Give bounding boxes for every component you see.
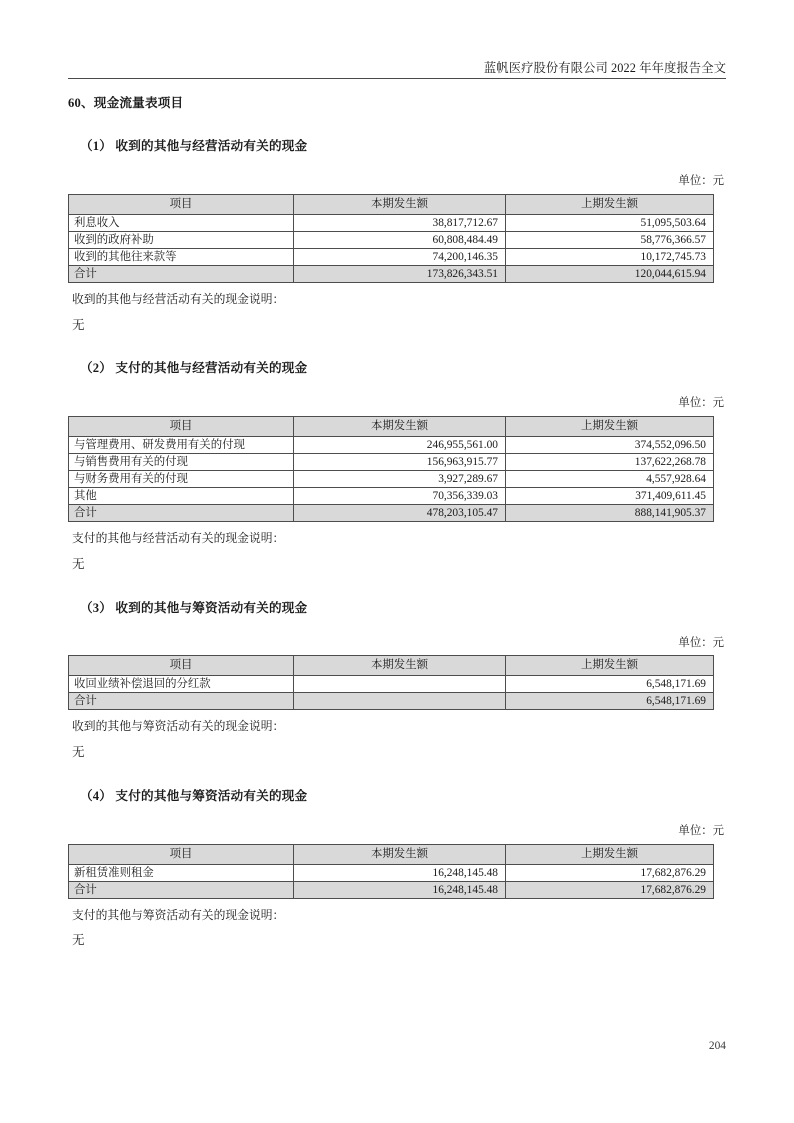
table-header-row — [69, 844, 714, 864]
cell-previous: 10,172,745.73 — [506, 248, 714, 265]
unit-label-3: 单位：元 — [678, 636, 724, 649]
column-header-previous: 上期发生额 — [506, 844, 714, 864]
column-header-current: 本期发生额 — [294, 194, 506, 214]
table-row — [69, 488, 714, 505]
table-row — [69, 454, 714, 471]
note-label-2: 支付的其他与经营活动有关的现金说明： — [72, 531, 285, 546]
cash-flow-table-1 — [68, 194, 714, 283]
cell-item: 其他 — [69, 488, 294, 505]
cell-current: 156,963,915.77 — [294, 454, 506, 471]
spacer — [68, 616, 726, 637]
cell-item: 收到的其他往来款等 — [69, 248, 294, 265]
cell-total-previous: 888,141,905.37 — [506, 505, 714, 522]
subsection-heading-1: （1） 收到的其他与经营活动有关的现金 — [80, 139, 308, 154]
cell-total-current: 16,248,145.48 — [294, 881, 506, 898]
subsection-heading-4: （4） 支付的其他与筹资活动有关的现金 — [80, 788, 308, 803]
cash-flow-table-3 — [68, 655, 714, 710]
spacer — [68, 761, 726, 789]
table-total-row — [69, 265, 714, 282]
running-header-title: 蓝帆医疗股份有限公司 2022 年年度报告全文 — [483, 61, 726, 75]
cell-item: 收回业绩补偿退回的分红款 — [69, 676, 294, 693]
cell-previous: 137,622,268.78 — [506, 454, 714, 471]
cell-previous: 371,409,611.45 — [506, 488, 714, 505]
column-header-item: 项目 — [69, 417, 294, 437]
cell-item: 利息收入 — [69, 214, 294, 231]
table-row — [69, 471, 714, 488]
section-heading: 60、现金流量表项目 — [68, 96, 184, 110]
cell-current: 70,356,339.03 — [294, 488, 506, 505]
table-total-row — [69, 693, 714, 710]
cell-current: 3,927,289.67 — [294, 471, 506, 488]
table-row — [69, 864, 714, 881]
column-header-current: 本期发生额 — [294, 656, 506, 676]
page-content — [68, 96, 726, 949]
cash-flow-table-2 — [68, 416, 714, 522]
table-total-row — [69, 881, 714, 898]
cash-flow-table-4 — [68, 844, 714, 899]
column-header-current: 本期发生额 — [294, 844, 506, 864]
column-header-previous: 上期发生额 — [506, 656, 714, 676]
column-header-item: 项目 — [69, 656, 294, 676]
table-total-row — [69, 505, 714, 522]
table-row — [69, 231, 714, 248]
cell-item: 新租赁准则租金 — [69, 864, 294, 881]
table-header-row — [69, 417, 714, 437]
note-value-4: 无 — [72, 933, 85, 948]
spacer — [68, 154, 726, 175]
page-number: 204 — [708, 1040, 726, 1052]
spacer — [68, 573, 726, 601]
spacer — [68, 376, 726, 397]
subsection-heading-3: （3） 收到的其他与筹资活动有关的现金 — [80, 600, 308, 615]
cell-previous: 17,682,876.29 — [506, 864, 714, 881]
cell-item: 与财务费用有关的付现 — [69, 471, 294, 488]
cell-current: 74,200,146.35 — [294, 248, 506, 265]
cell-total-previous: 17,682,876.29 — [506, 881, 714, 898]
table-row — [69, 248, 714, 265]
cell-previous: 58,776,366.57 — [506, 231, 714, 248]
unit-label-4: 单位：元 — [678, 825, 724, 838]
cell-previous: 4,557,928.64 — [506, 471, 714, 488]
cell-total-label: 合计 — [69, 693, 294, 710]
cell-total-previous: 120,044,615.94 — [506, 265, 714, 282]
cell-current: 38,817,712.67 — [294, 214, 506, 231]
cell-item: 与管理费用、研发费用有关的付现 — [69, 437, 294, 454]
cell-current — [294, 676, 506, 693]
note-value-3: 无 — [72, 745, 85, 760]
cell-current: 60,808,484.49 — [294, 231, 506, 248]
table-header-row — [69, 194, 714, 214]
subsection-heading-2: （2） 支付的其他与经营活动有关的现金 — [80, 361, 308, 376]
cell-total-current: 173,826,343.51 — [294, 265, 506, 282]
cell-previous: 374,552,096.50 — [506, 437, 714, 454]
table-row — [69, 437, 714, 454]
column-header-item: 项目 — [69, 194, 294, 214]
cell-total-label: 合计 — [69, 265, 294, 282]
cell-item: 与销售费用有关的付现 — [69, 454, 294, 471]
header-divider — [68, 78, 726, 79]
cell-total-previous: 6,548,171.69 — [506, 693, 714, 710]
table-row — [69, 214, 714, 231]
spacer — [68, 333, 726, 361]
cell-item: 收到的政府补助 — [69, 231, 294, 248]
note-label-4: 支付的其他与筹资活动有关的现金说明： — [72, 907, 285, 922]
cell-previous: 6,548,171.69 — [506, 676, 714, 693]
column-header-previous: 上期发生额 — [506, 417, 714, 437]
cell-total-current — [294, 693, 506, 710]
note-label-1: 收到的其他与经营活动有关的现金说明： — [72, 291, 285, 306]
column-header-item: 项目 — [69, 844, 294, 864]
cell-previous: 51,095,503.64 — [506, 214, 714, 231]
cell-total-current: 478,203,105.47 — [294, 505, 506, 522]
column-header-current: 本期发生额 — [294, 417, 506, 437]
cell-current: 246,955,561.00 — [294, 437, 506, 454]
note-value-2: 无 — [72, 556, 85, 571]
cell-total-label: 合计 — [69, 505, 294, 522]
table-row — [69, 676, 714, 693]
cell-total-label: 合计 — [69, 881, 294, 898]
note-label-3: 收到的其他与筹资活动有关的现金说明： — [72, 719, 285, 734]
note-value-1: 无 — [72, 317, 85, 332]
unit-label-2: 单位：元 — [678, 397, 724, 410]
table-header-row — [69, 656, 714, 676]
spacer — [68, 804, 726, 825]
unit-label-1: 单位：元 — [678, 175, 724, 188]
cell-current: 16,248,145.48 — [294, 864, 506, 881]
column-header-previous: 上期发生额 — [506, 194, 714, 214]
spacer — [68, 111, 726, 139]
